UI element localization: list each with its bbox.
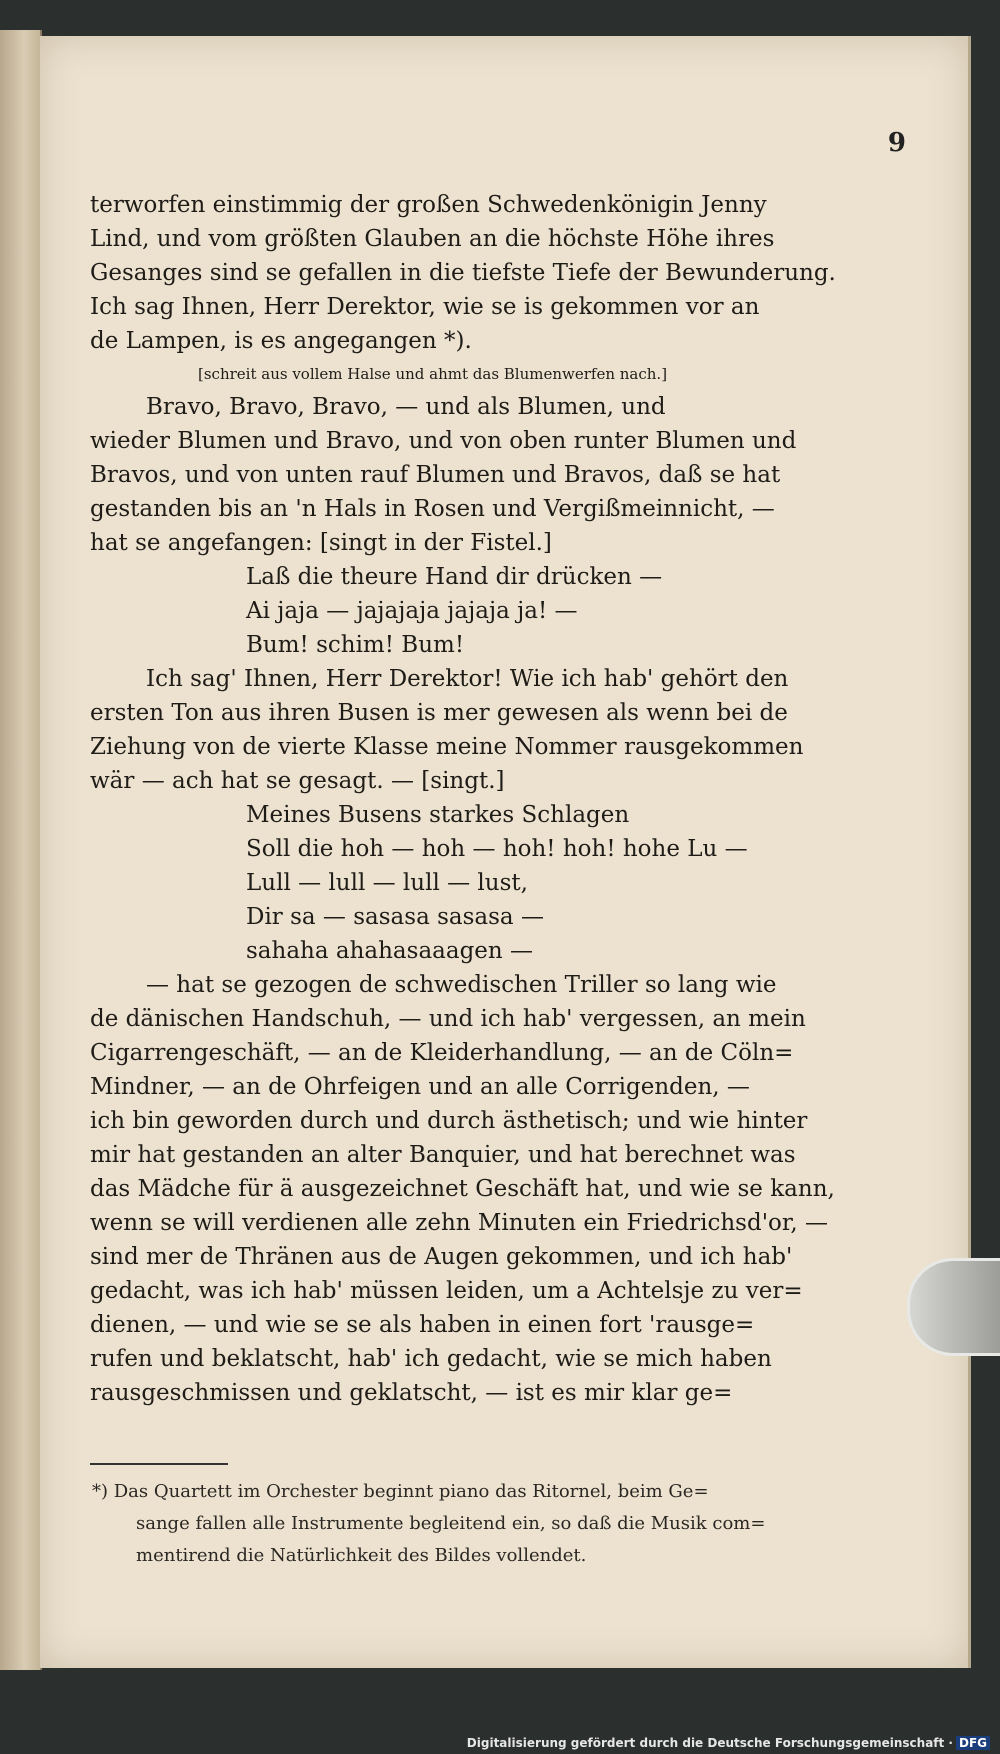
text-line: Ich sag Ihnen, Herr Derektor, wie se is gekommen vor an (90, 294, 760, 320)
text-line: Lind, und vom größten Glauben an die höchste Höhe ihres (90, 226, 775, 252)
footnote-line: mentirend die Natürlichkeit des Bildes vollendet. (136, 1545, 587, 1566)
adjacent-page-edge (0, 30, 42, 1670)
verse-line: Ai jaja — jajajaja jajaja ja! — (246, 598, 578, 624)
text-line: das Mädche für ä ausgezeichnet Geschäft hat, und wie se kann, (90, 1176, 835, 1202)
book-page (40, 36, 971, 1668)
text-line: rufen und beklatscht, hab' ich gedacht, wie se mich haben (90, 1346, 772, 1372)
body-text (90, 188, 860, 1410)
text-line: gedacht, was ich hab' müssen leiden, um a Achtelsje zu ver= (90, 1278, 803, 1304)
digitization-credit (467, 1736, 990, 1750)
text-line: wär — ach hat se gesagt. — [singt.] (90, 768, 505, 794)
page-clip (907, 1258, 1000, 1356)
text-line: Ziehung von de vierte Klasse meine Nommer rausgekommen (90, 734, 804, 760)
text-line: dienen, — und wie se se als haben in einen fort 'rausge= (90, 1312, 755, 1338)
text-line: Bravos, und von unten rauf Blumen und Bravos, daß se hat (90, 462, 781, 488)
text-line: gestanden bis an 'n Hals in Rosen und Vergißmeinnicht, — (90, 496, 775, 522)
verse-line: Meines Busens starkes Schlagen (246, 802, 630, 828)
footnote-line: sange fallen alle Instrumente begleitend ein, so daß die Musik com= (136, 1513, 766, 1534)
verse-line: Lull — lull — lull — lust, (246, 870, 528, 896)
verse-line: Laß die theure Hand dir drücken — (246, 564, 663, 590)
footnote-rule (90, 1463, 228, 1465)
text-line: rausgeschmissen und geklatscht, — ist es mir klar ge= (90, 1380, 733, 1406)
verse-line: Soll die hoh — hoh — hoh! hoh! hohe Lu — (246, 836, 748, 862)
text-line: de dänischen Handschuh, — und ich hab' vergessen, an mein (90, 1006, 806, 1032)
text-line: Mindner, — an de Ohrfeigen und an alle Corrigenden, — (90, 1074, 750, 1100)
text-line: — hat se gezogen de schwedischen Triller so lang wie (146, 972, 777, 998)
text-line: Gesanges sind se gefallen in die tiefste Tiefe der Bewunderung. (90, 260, 836, 286)
footnote (92, 1476, 872, 1572)
page-number: 9 (887, 128, 906, 158)
text-line: ersten Ton aus ihren Busen is mer gewesen als wenn bei de (90, 700, 788, 726)
text-line: de Lampen, is es angegangen *). (90, 328, 472, 354)
text-line: ich bin geworden durch und durch ästhetisch; und wie hinter (90, 1108, 808, 1134)
stage-direction: [schreit aus vollem Halse und ahmt das Blumenwerfen nach.] (198, 365, 668, 383)
text-line: mir hat gestanden an alter Banquier, und hat berechnet was (90, 1142, 796, 1168)
dfg-logo: DFG (956, 1736, 990, 1750)
text-line: Ich sag' Ihnen, Herr Derektor! Wie ich hab' gehört den (146, 666, 789, 692)
text-line: terworfen einstimmig der großen Schwedenkönigin Jenny (90, 192, 767, 218)
text-line: hat se angefangen: [singt in der Fistel.] (90, 530, 552, 556)
text-line: Bravo, Bravo, Bravo, — und als Blumen, und (146, 394, 666, 420)
footnote-line: *) Das Quartett im Orchester beginnt piano das Ritornel, beim Ge= (92, 1481, 709, 1502)
verse-line: Bum! schim! Bum! (246, 632, 465, 658)
text-line: Cigarrengeschäft, — an de Kleiderhandlung, — an de Cöln= (90, 1040, 794, 1066)
text-line: wieder Blumen und Bravo, und von oben runter Blumen und (90, 428, 797, 454)
verse-line: sahaha ahahasaaagen — (246, 938, 534, 964)
text-line: wenn se will verdienen alle zehn Minuten ein Friedrichsd'or, — (90, 1210, 828, 1236)
verse-line: Dir sa — sasasa sasasa — (246, 904, 544, 930)
credit-text: Digitalisierung gefördert durch die Deutsche Forschungsgemeinschaft · (466, 1736, 953, 1750)
text-line: sind mer de Thränen aus de Augen gekommen, und ich hab' (90, 1244, 793, 1270)
